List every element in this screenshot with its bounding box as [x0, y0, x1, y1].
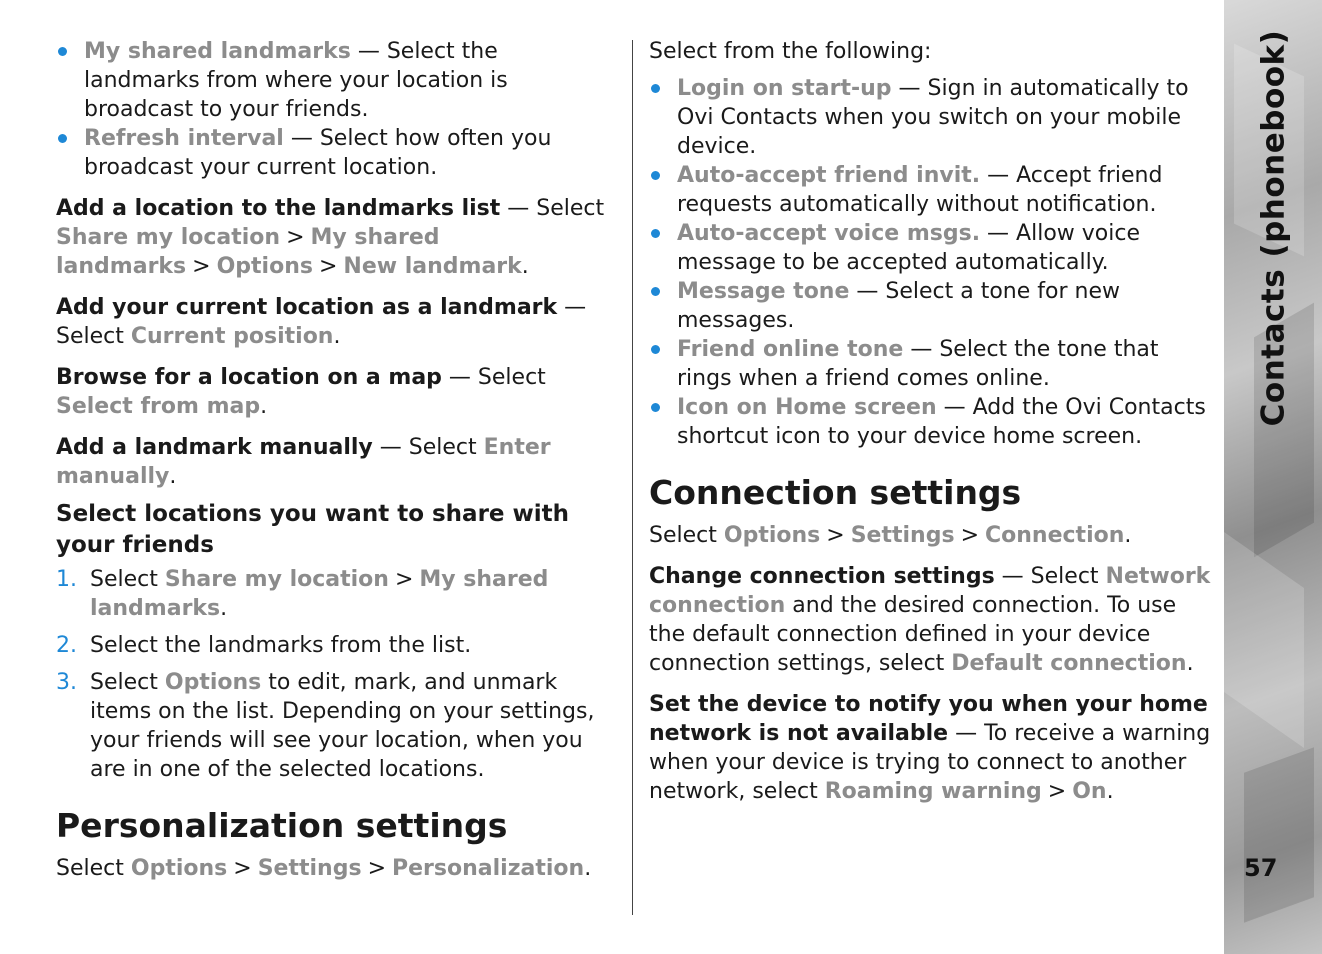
item-description: — Select how often you broadcast your current location.: [84, 126, 552, 180]
period: .: [584, 856, 592, 881]
ui-term: My shared landmarks: [56, 225, 440, 279]
add-location-paragraph: [56, 194, 618, 281]
ui-term: Share my location: [56, 225, 281, 250]
period: .: [260, 394, 268, 419]
bullet-icon: [651, 229, 660, 238]
sidebar-facet: [1244, 747, 1314, 922]
item-description: — Select a tone for new messages.: [677, 279, 1120, 333]
intro-text: Select from the following:: [649, 39, 932, 64]
ui-term: New landmark: [343, 254, 522, 279]
step-number: 3.: [56, 670, 77, 695]
period: .: [1106, 779, 1114, 804]
item-description: — Select the landmarks from where your location is broadcast to your friends.: [84, 39, 508, 122]
ui-term: Select from map: [56, 394, 261, 419]
path-separator: >: [960, 523, 979, 548]
ui-term: Share my location: [164, 567, 389, 592]
list-item: [56, 668, 618, 784]
para-text: — To receive a warning when your device is trying to connect to another network, select: [649, 721, 1211, 804]
period: .: [1186, 651, 1194, 676]
bullet-icon: [58, 134, 67, 143]
left-column: [56, 37, 618, 883]
period: .: [1124, 523, 1132, 548]
list-item: [56, 631, 618, 660]
list-item: [649, 393, 1215, 451]
personalization-path: [56, 854, 618, 883]
ui-term: Enter manually: [56, 435, 551, 489]
share-locations-subheading: Select locations you want to share with your friends: [56, 501, 570, 558]
ui-term: Current position: [130, 324, 334, 349]
ovi-options-list: [649, 74, 1215, 451]
ui-term: My shared landmarks: [90, 567, 549, 621]
bullet-icon: [651, 171, 660, 180]
share-steps-list: [56, 565, 618, 784]
step-text: Select: [90, 670, 165, 695]
dash-text: — Select: [994, 564, 1106, 589]
path-separator: >: [192, 254, 211, 279]
add-current-paragraph: [56, 293, 618, 351]
path-separator: >: [233, 856, 252, 881]
para-text: and the desired connection. To use the default connection defined in your device connection settings, select: [649, 593, 1177, 676]
ui-term: Options: [216, 254, 313, 279]
bullet-icon: [651, 287, 660, 296]
list-item: [649, 161, 1215, 219]
ui-term: Settings: [257, 856, 362, 881]
para-title: Add your current location as a landmark: [56, 295, 558, 320]
ui-term: Options: [723, 523, 821, 548]
chapter-sidebar: [1224, 0, 1322, 954]
ui-term: Settings: [850, 523, 955, 548]
step-number: 2.: [56, 633, 77, 658]
chapter-title: Contacts (phonebook): [1255, 29, 1292, 427]
ui-term: Icon on Home screen: [677, 395, 937, 420]
ui-term: Friend online tone: [677, 337, 904, 362]
right-column: [649, 37, 1215, 806]
ui-term: Roaming warning: [824, 779, 1042, 804]
bullet-icon: [58, 47, 67, 56]
list-item: [649, 74, 1215, 161]
browse-map-paragraph: [56, 363, 618, 421]
item-description: — Accept friend requests automatically without notification.: [677, 163, 1163, 217]
list-item: [56, 37, 618, 124]
dash-text: — Select: [500, 196, 605, 221]
para-title: Add a landmark manually: [56, 435, 373, 460]
step-number: 1.: [56, 567, 77, 592]
path-separator: >: [826, 523, 845, 548]
item-description: — Allow voice message to be accepted automatically.: [677, 221, 1140, 275]
ui-term: Network connection: [649, 564, 1211, 618]
page-number: 57: [1244, 854, 1278, 882]
ui-term: Personalization: [392, 856, 585, 881]
bullet-icon: [651, 403, 660, 412]
item-description: — Sign in automatically to Ovi Contacts when you switch on your mobile device.: [677, 76, 1189, 159]
path-separator: >: [286, 225, 305, 250]
column-divider: [632, 40, 633, 915]
item-description: — Add the Ovi Contacts shortcut icon to your device home screen.: [677, 395, 1206, 449]
ui-term: Options: [130, 856, 228, 881]
ui-term: Default connection: [951, 651, 1187, 676]
personalization-heading: Personalization settings: [56, 806, 508, 845]
ui-term: Login on start-up: [677, 76, 892, 101]
period: .: [220, 596, 228, 621]
path-text: Select: [649, 523, 724, 548]
para-title: Set the device to notify you when your home network is not available: [649, 692, 1208, 746]
change-connection-paragraph: [649, 562, 1215, 678]
para-title: Browse for a location on a map: [56, 365, 442, 390]
step-text: Select: [90, 567, 165, 592]
path-separator: >: [394, 567, 414, 592]
step-text: to edit, mark, and unmark items on the list. Depending on your settings, your friends will see your location, when you are in one of the selected locations.: [90, 670, 595, 782]
period: .: [521, 254, 529, 279]
list-item: [56, 124, 618, 182]
connection-heading: Connection settings: [649, 473, 1022, 512]
bullet-icon: [651, 345, 660, 354]
ui-term: Refresh interval: [84, 126, 284, 151]
path-separator: >: [318, 254, 338, 279]
para-title: Add a location to the landmarks list: [56, 196, 501, 221]
connection-path: [649, 521, 1215, 550]
list-item: [649, 335, 1215, 393]
ui-term: Auto-accept voice msgs.: [677, 221, 981, 246]
path-separator: >: [367, 856, 386, 881]
path-text: Select: [56, 856, 131, 881]
para-title: Change connection settings: [649, 564, 995, 589]
ui-term: Options: [164, 670, 262, 695]
period: .: [333, 324, 341, 349]
item-description: — Select the tone that rings when a friend comes online.: [677, 337, 1159, 391]
add-manual-paragraph: [56, 433, 618, 491]
dash-text: — Select: [372, 435, 484, 460]
notify-paragraph: [649, 690, 1215, 806]
ui-term: Connection: [985, 523, 1125, 548]
period: .: [169, 464, 177, 489]
list-item: [649, 219, 1215, 277]
path-separator: >: [1047, 779, 1067, 804]
ui-term: On: [1072, 779, 1107, 804]
list-item: [56, 565, 618, 623]
sidebar-facet: [1224, 532, 1304, 748]
ui-term: Message tone: [677, 279, 850, 304]
bullet-icon: [651, 84, 660, 93]
dash-text: — Select: [441, 365, 546, 390]
ui-term: Auto-accept friend invit.: [677, 163, 981, 188]
ui-term: My shared landmarks: [84, 39, 351, 64]
landmark-options-list: [56, 37, 618, 182]
dash-text: — Select: [56, 295, 587, 349]
step-text: Select the landmarks from the list.: [90, 633, 472, 658]
list-item: [649, 277, 1215, 335]
